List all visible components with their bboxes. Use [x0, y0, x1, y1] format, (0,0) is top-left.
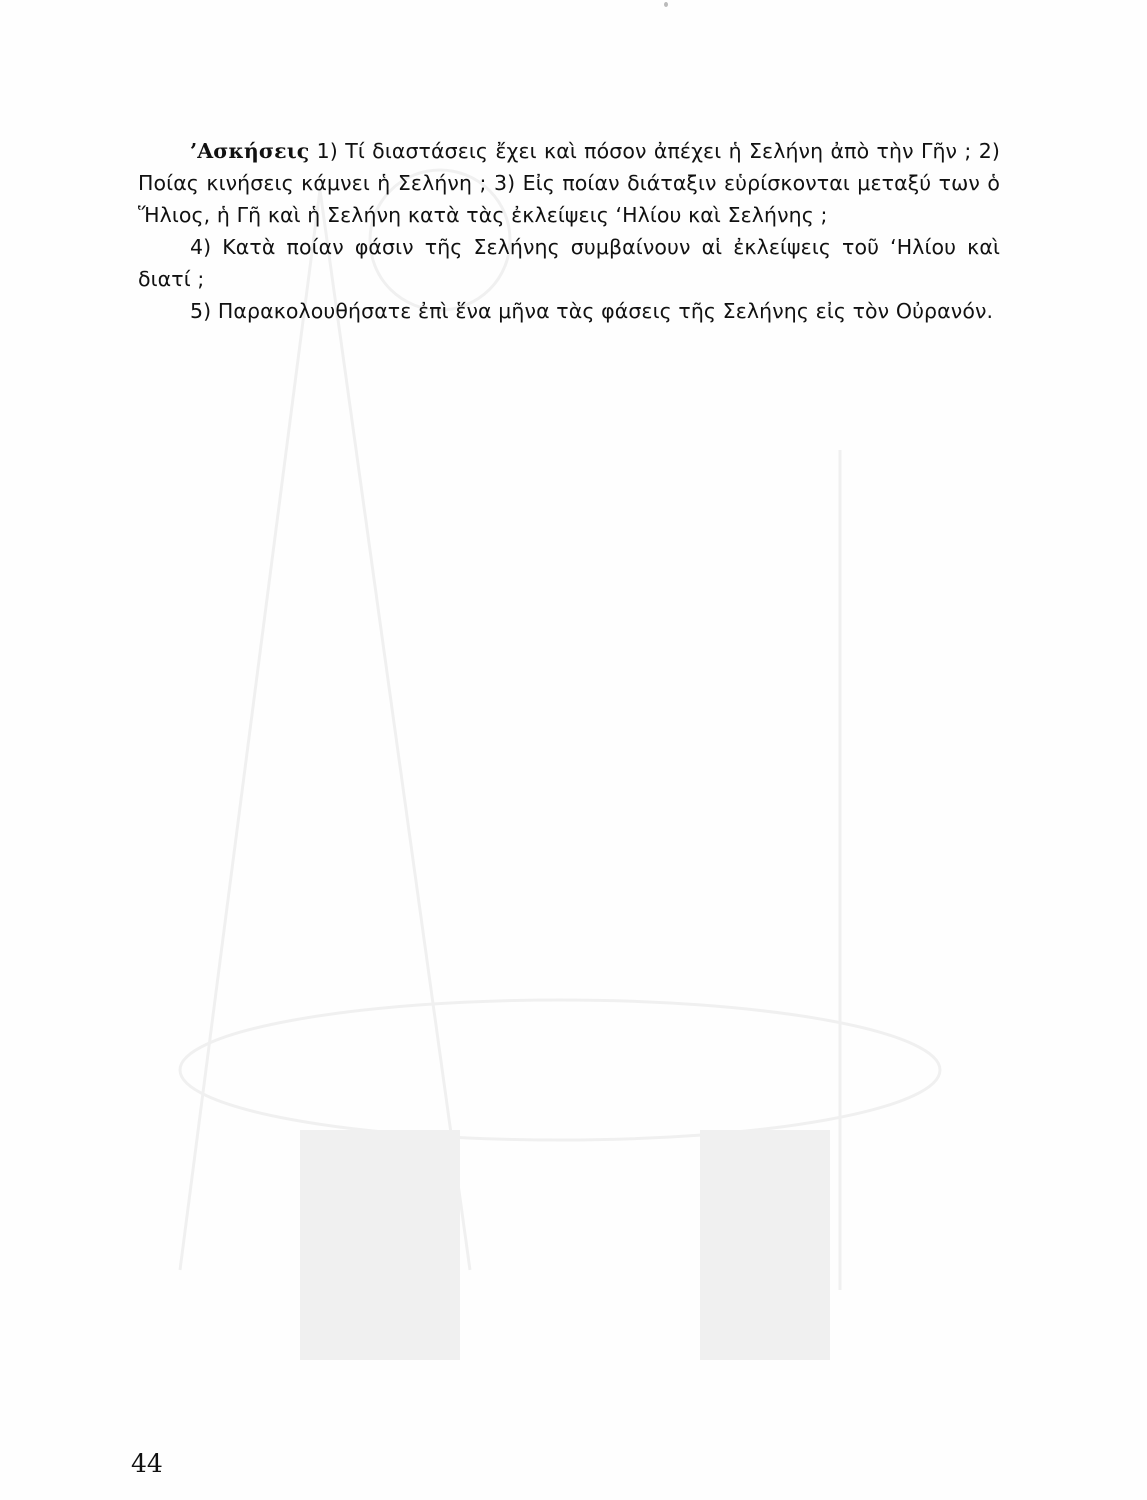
exercises-heading: ’Ασκήσεις [190, 139, 310, 163]
exercise-paragraph-1 [138, 135, 1000, 231]
exercise-paragraph-4: 4) Κατὰ ποίαν φάσιν τῆς Σελήνης συμβαίνουν αἱ ἐκλείψεις τοῦ ‘Ηλίου καὶ διατί ; [138, 235, 1000, 291]
exercise-paragraph-5: 5) Παρακολουθήσατε ἐπὶ ἕνα μῆνα τὰς φάσεις τῆς Σελήνης εἰς τὸν Οὐρανόν. [190, 299, 994, 323]
exercise-text-1-3: 1) Τί διαστάσεις ἔχει καὶ πόσον ἀπέχει ἡ Σελήνη ἀπὸ τὴν Γῆν ; 2) Ποίας κινήσεις κάμνει ἡ Σελήνη ; 3) Εἰς ποίαν διάταξιν εὑρίσκονται μεταξύ των ὁ Ἥλιος, ἡ Γῆ καὶ ἡ Σελήνη κατὰ τὰς ἐκλείψεις ‘Ηλίου καὶ Σελήνης ; [138, 139, 1000, 227]
page-number: 44 [131, 1449, 163, 1478]
scan-speck [664, 2, 668, 7]
exercises-section [138, 135, 1000, 327]
